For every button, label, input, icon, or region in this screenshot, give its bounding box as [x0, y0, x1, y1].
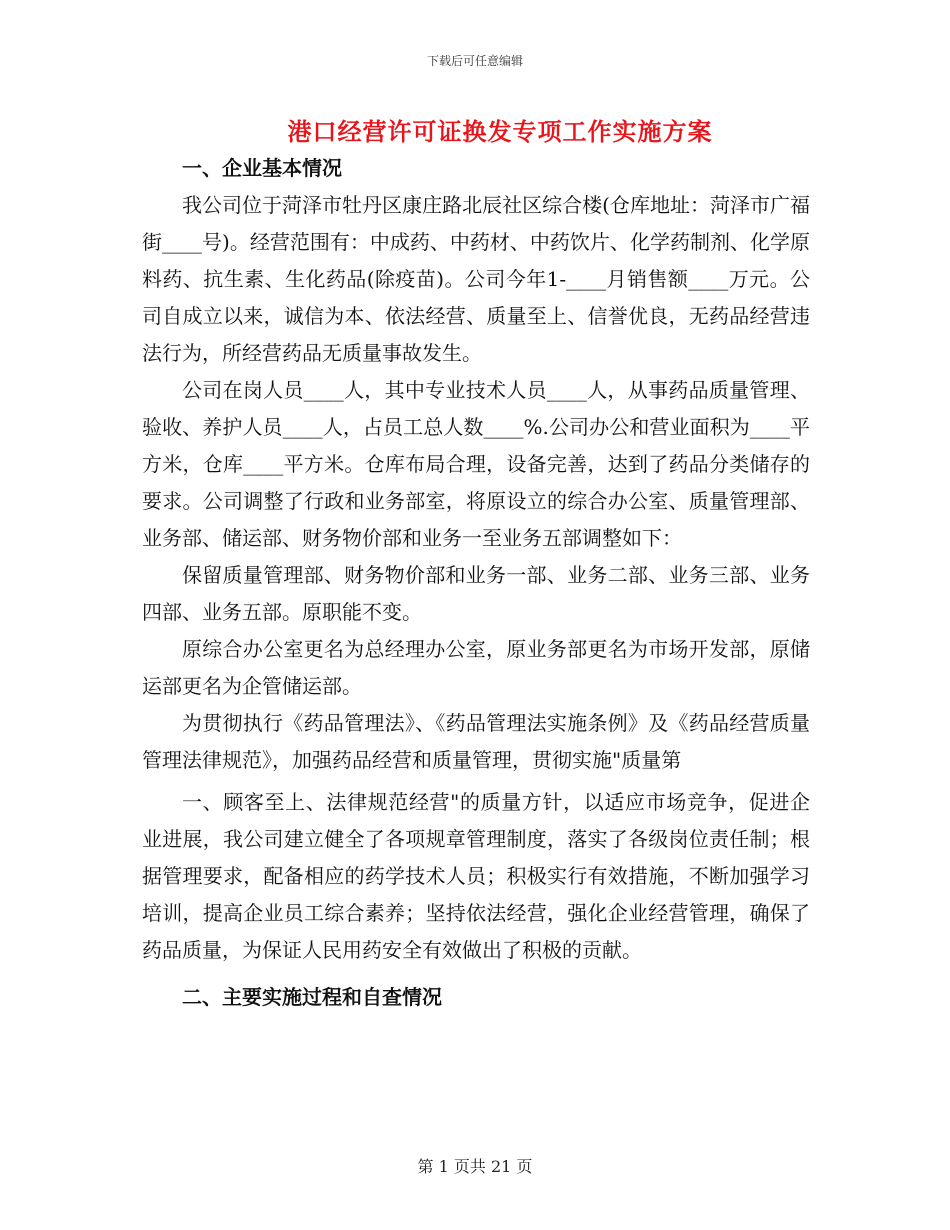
paragraph-company-location: 我公司位于菏泽市牡丹区康庄路北辰社区综合楼(仓库地址：菏泽市广福街____号)。经营范围有：中成药、中药材、中药饮片、化学药制剂、化学原料药、抗生素、生化药品(除疫苗)。公司今年1-____月销售额____万元。公司自成立以来，诚信为本、依法经营、质量至上、信誉优良，无药品经营违法行为，所经营药品无质量事故发生。 — [142, 193, 810, 365]
document-body — [142, 150, 810, 1016]
section-heading-2: 二、主要实施过程和自查情况 — [182, 985, 442, 1009]
header-note: 下载后可任意编辑 — [426, 54, 523, 68]
paragraph-regulations: 为贯彻执行《药品管理法》、《药品管理法实施条例》及《药品经营质量管理法律规范》，加强药品经营和质量管理，贯彻实施"质量第 — [142, 711, 810, 772]
paragraph-staff-and-departments: 公司在岗人员____人，其中专业技术人员____人，从事药品质量管理、验收、养护人员____人，占员工总人数____%.公司办公和营业面积为____平方米，仓库____平方米。仓库布局合理，设备完善，达到了药品分类储存的要求。公司调整了行政和业务部室，将原设立的综合办公室、质量管理部、业务部、储运部、财务物价部和业务一至业务五部调整如下： — [142, 378, 810, 550]
section-heading-1: 一、企业基本情况 — [182, 156, 342, 180]
document-title: 港口经营许可证换发专项工作实施方案 — [287, 117, 713, 146]
paragraph-quality-policy: 一、顾客至上、法律规范经营"的质量方针，以适应市场竞争，促进企业进展，我公司建立健全了各项规章管理制度，落实了各级岗位责任制；根据管理要求，配备相应的药学技术人员；积极实行有效措施，不断加强学习培训，提高企业员工综合素养；坚持依法经营，强化企业经营管理，确保了药品质量，为保证人民用药安全有效做出了积极的贡献。 — [142, 790, 810, 962]
paragraph-renamed-departments: 原综合办公室更名为总经理办公室，原业务部更名为市场开发部，原储运部更名为企管储运部。 — [142, 637, 810, 698]
paragraph-retained-departments: 保留质量管理部、财务物价部和业务一部、业务二部、业务三部、业务四部、业务五部。原职能不变。 — [142, 563, 810, 624]
page-number: 第 1 页共 21 页 — [417, 1157, 533, 1176]
